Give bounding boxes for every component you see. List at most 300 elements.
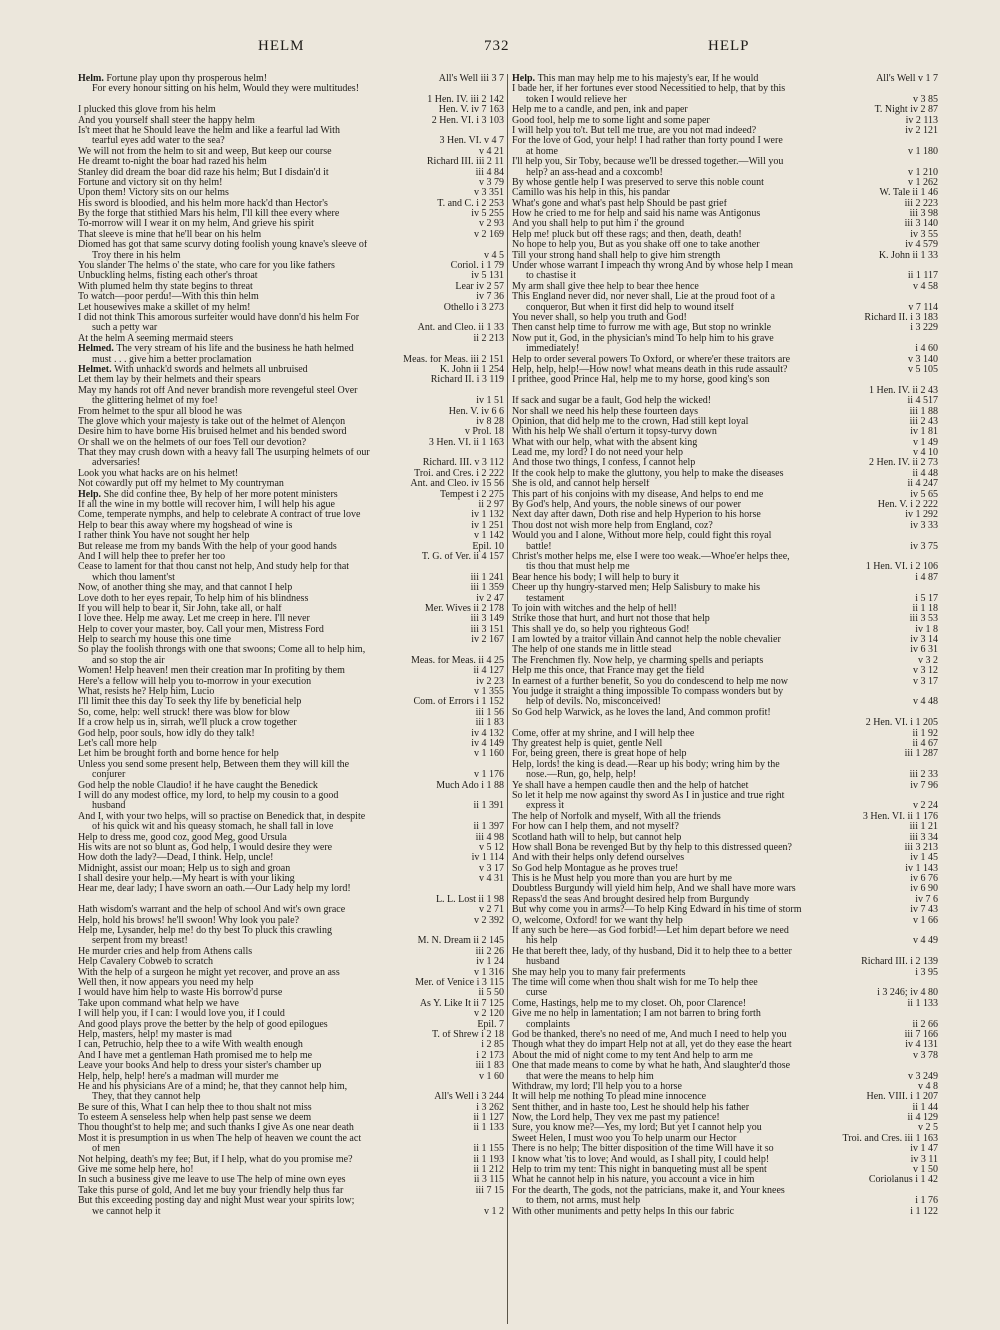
- quotation-text: Helm. Fortune play upon thy prosperous helm!: [78, 74, 268, 84]
- entry-line: [78, 1030, 504, 1040]
- citation-reference: iv 6 90: [907, 884, 938, 894]
- quotation-text: With his help We shall o'erturn it topsy-turvy down: [512, 427, 717, 438]
- entry-line: [78, 770, 504, 780]
- citation-reference: v 1 142: [471, 531, 504, 541]
- entry-line: [78, 1165, 504, 1175]
- citation-reference: ii 4 129: [904, 1113, 938, 1123]
- entry-line: [512, 386, 938, 396]
- citation-reference: iv 7 36: [473, 292, 504, 302]
- quotation-text: Unless you send some present help, Between them they will kill the: [78, 759, 350, 770]
- quotation-text: Till your strong hand shall help to give him strength: [512, 250, 721, 261]
- citation-reference: iv 1 8: [912, 625, 938, 635]
- citation-reference: v Prol. 18: [462, 427, 504, 437]
- citation-reference: ii 1 117: [905, 271, 938, 281]
- quotation-text: To esteem A senseless help when help past sense we deem: [78, 1113, 312, 1124]
- citation-reference: T. Night iv 2 87: [872, 105, 938, 115]
- quotation-text: So, come, help: well struck! there was blow for blow: [78, 707, 290, 718]
- quotation-text: Helmet. With unhack'd swords and helmets all unbruised: [78, 364, 308, 375]
- quotation-text: tearful eyes add water to the sea?: [92, 136, 225, 147]
- entry-line: [78, 469, 504, 479]
- quotation-text: For the dearth, The gods, not the patricians, make it, and Your knees: [512, 1185, 785, 1196]
- citation-reference: iii 1 56: [473, 708, 504, 718]
- quotation-text: But this exceeding posting day and night Must wear your spirits low;: [78, 1196, 355, 1207]
- quotation-text: Next day after dawn, Doth rise and help Hyperion to his horse: [512, 510, 761, 521]
- quotation-text: conqueror, But when it first did help to wound itself: [526, 302, 734, 313]
- citation-reference: iv 4 132: [468, 729, 504, 739]
- quotation-text: husband: [526, 957, 560, 968]
- citation-reference: iv 7 43: [907, 905, 938, 915]
- citation-reference: iv 1 81: [907, 427, 938, 437]
- quotation-text: Opinion, that did help me to the crown, Had still kept loyal: [512, 416, 749, 427]
- quotation-text: Sweet Helen, I must woo you To help unarm our Hector: [512, 1133, 737, 1144]
- entry-line: [78, 635, 504, 645]
- entry-line: [512, 583, 938, 593]
- quotation-text: immediately!: [526, 344, 580, 355]
- quotation-text: Here's a fellow will help you to-morrow in your execution: [78, 676, 312, 687]
- quotation-text: They, that they cannot help: [92, 1092, 201, 1103]
- quotation-text: Hath wisdom's warrant and the help of school And wit's own grace: [78, 905, 346, 916]
- citation-reference: Mer. of Venice i 3 115: [412, 978, 504, 988]
- entry-line: [78, 116, 504, 126]
- citation-reference: 3 Hen. VI. ii 1 163: [426, 438, 504, 448]
- citation-reference: iv 6 31: [907, 645, 938, 655]
- quotation-text: Let's call more help: [78, 739, 157, 749]
- entry-line: [512, 136, 938, 146]
- quotation-text: testament: [526, 593, 565, 604]
- quotation-text: I know what 'tis to love; And would, as I shall pity, I could help!: [512, 1154, 770, 1165]
- quotation-text: help? an ass-head and a coxcomb!: [526, 167, 663, 178]
- entry-line: [78, 1092, 504, 1102]
- quotation-text: And I have met a gentleman Hath promised me to help me: [78, 1050, 313, 1061]
- quotation-text: No hope to help you, But as you shake off one to take another: [512, 240, 760, 251]
- citation-reference: T. of Shrew i 2 18: [429, 1030, 504, 1040]
- citation-reference: v 3 85: [910, 95, 938, 105]
- entry-line: [78, 531, 504, 541]
- citation-reference: Richard. III. v 3 112: [420, 458, 504, 468]
- entry-line: [78, 1123, 504, 1133]
- quotation-text: And those two things, I confess, I cannot help: [512, 458, 696, 469]
- entry-line: [78, 781, 504, 791]
- entry-line: [78, 697, 504, 707]
- entry-line: [512, 510, 938, 520]
- citation-reference: v 1 316: [471, 968, 504, 978]
- citation-reference: Tempest i 2 275: [437, 490, 504, 500]
- quotation-text: Be sure of this, What I can help thee to thou shalt not miss: [78, 1102, 312, 1113]
- quotation-text: To join with witches and the help of hell!: [512, 603, 677, 614]
- quotation-text: nose.—Run, go, help, help!: [526, 770, 637, 781]
- quotation-text: That sleeve is mine that he'll bear on his helm: [78, 229, 262, 240]
- entry-line: [78, 542, 504, 552]
- entry-line: [512, 230, 938, 240]
- quotation-text: Hear me, dear lady; I have sworn an oath.—Our Lady help my lord!: [78, 884, 351, 895]
- quotation-text: husband: [92, 801, 126, 812]
- entry-line: [512, 1123, 938, 1133]
- citation-reference: iv 1 143: [902, 864, 938, 874]
- quotation-text: I would have him help to waste His borrow'd purse: [78, 988, 283, 999]
- quotation-text: Now put it, God, in the physician's mind To help him to his grave: [512, 333, 774, 344]
- entry-line: [78, 1103, 504, 1113]
- citation-reference: iv 1 251: [468, 521, 504, 531]
- entry-line: [512, 126, 938, 136]
- quotation-text: She is old, and cannot help herself: [512, 479, 650, 490]
- quotation-text: Look you what hacks are on his helmet!: [78, 468, 239, 479]
- citation-reference: Richard III. iii 2 11: [424, 157, 504, 167]
- quotation-text: Diomed has got that same scurvy doting foolish young knave's sleeve of: [78, 240, 368, 251]
- citation-reference: iv 1 24: [473, 957, 504, 967]
- quotation-text: You judge it straight a thing impossible To compass wonders but by: [512, 687, 784, 698]
- citation-reference: v 1 176: [471, 770, 504, 780]
- citation-reference: Meas. for Meas. iii 2 151: [400, 355, 504, 365]
- entry-line: [512, 355, 938, 365]
- entry-line: [512, 853, 938, 863]
- citation-reference: i 1 76: [912, 1196, 938, 1206]
- entry-line: [78, 271, 504, 281]
- citation-reference: iii 2 223: [902, 199, 938, 209]
- citation-reference: iv 2 113: [903, 116, 938, 126]
- quotation-text: Help Cavalery Cobweb to scratch: [78, 957, 213, 968]
- quotation-text: Help to dress me, good coz, good Meg, good Ursula: [78, 832, 287, 843]
- citation-reference: 1 Hen. IV. ii 2 43: [866, 386, 938, 396]
- quotation-text: complaints: [526, 1019, 570, 1030]
- citation-reference: ii 4 127: [470, 666, 504, 676]
- entry-line: [78, 375, 504, 385]
- entry-line: [512, 729, 938, 739]
- quotation-text: O, welcome, Oxford! for we want thy help: [512, 915, 683, 926]
- entry-line: [512, 313, 938, 323]
- quotation-text: I will do any modest office, my lord, to help my cousin to a good: [78, 790, 339, 801]
- entry-line: [512, 375, 938, 385]
- quotation-text: So play the foolish throngs with one that swoons; Come all to help him,: [78, 645, 366, 656]
- quotation-text: Though what they do impart Help not at all, yet do they ease the heart: [512, 1040, 792, 1051]
- citation-reference: v 3 2: [915, 656, 938, 666]
- citation-reference: iv 2 23: [473, 677, 504, 687]
- entry-line: [78, 645, 504, 655]
- quotation-text: You slander The helms o' the state, who care for you like fathers: [78, 261, 335, 272]
- right-guide-word: HELP: [708, 38, 750, 54]
- quotation-text: This England never did, nor never shall, Lie at the proud foot of a: [512, 292, 775, 303]
- citation-reference: v 2 93: [476, 219, 504, 229]
- quotation-text: Love doth to her eyes repair, To help him of his blindness: [78, 593, 309, 604]
- quotation-text: If the cook help to make the gluttony, you help to make the diseases: [512, 468, 784, 479]
- entry-line: [78, 978, 504, 988]
- quotation-text: Help me, Lysander, help me! do thy best To pluck this crawling: [78, 926, 332, 937]
- citation-reference: v 5 105: [905, 365, 938, 375]
- quotation-text: I will help you, if I can: I would love you, if I could: [78, 1009, 285, 1020]
- quotation-text: at home: [526, 146, 558, 157]
- quotation-text: There is no help; The bitter disposition of the time Will have it so: [512, 1144, 774, 1155]
- entry-line: [512, 874, 938, 884]
- entry-line: [512, 147, 938, 157]
- citation-reference: Hen. V. iv 7 163: [436, 105, 504, 115]
- quotation-text: How doth the lady?—Dead, I think. Help, uncle!: [78, 853, 274, 864]
- citation-reference: iv 3 75: [907, 542, 938, 552]
- entry-line: [512, 1009, 938, 1019]
- quotation-text: How shall Bona be revenged But by thy help to this distressed queen?: [512, 842, 792, 853]
- citation-reference: L. L. Lost ii 1 98: [433, 895, 504, 905]
- quotation-text: She may help you to many fair preferments: [512, 967, 686, 978]
- citation-reference: ii 2 97: [475, 500, 504, 510]
- entry-line: [78, 999, 504, 1009]
- entry-line: [512, 573, 938, 583]
- quotation-text: My arm shall give thee help to bear thee hence: [512, 281, 699, 292]
- citation-reference: ii 4 247: [904, 479, 938, 489]
- citation-reference: v 1 50: [910, 1165, 938, 1175]
- entry-line: [78, 500, 504, 510]
- citation-reference: iii 4 84: [473, 168, 504, 178]
- entry-line: [512, 562, 938, 572]
- entry-line: [78, 417, 504, 427]
- quotation-text: With the help of a surgeon he might yet recover, and prove an ass: [78, 967, 340, 978]
- entry-line: [78, 334, 504, 344]
- entry-line: [512, 645, 938, 655]
- entry-line: [512, 812, 938, 822]
- quotation-text: Help. She did confine thee, By help of her more potent ministers: [78, 489, 338, 500]
- citation-reference: Ant. and Cleo. ii 1 33: [415, 323, 504, 333]
- quotation-text: Bear hence his body; I will help to bury it: [512, 572, 679, 583]
- quotation-text: we cannot help it: [92, 1206, 161, 1217]
- entry-line: [512, 1072, 938, 1082]
- entry-line: [78, 843, 504, 853]
- quotation-text: At the helm A seeming mermaid steers: [78, 333, 233, 344]
- entry-line: [512, 1165, 938, 1175]
- entry-line: [78, 240, 504, 250]
- entry-line: [512, 708, 938, 718]
- citation-reference: ii 1 92: [909, 729, 938, 739]
- entry-line: [78, 594, 504, 604]
- citation-reference: v 1 210: [905, 168, 938, 178]
- entry-line: [78, 1144, 504, 1154]
- entry-line: [512, 594, 938, 604]
- quotation-text: I did not think This amorous surfeiter would have donn'd his helm For: [78, 312, 360, 323]
- entry-line: [512, 947, 938, 957]
- quotation-text: For the love of God, your help! I had rather than forty pound I were: [512, 136, 783, 147]
- citation-reference: iv 3 11: [908, 1155, 938, 1165]
- entry-line: [78, 490, 504, 500]
- citation-reference: iv 4 149: [468, 739, 504, 749]
- quotation-text: For, being green, there is great hope of help: [512, 749, 687, 760]
- quotation-text: Unbuckling helms, fisting each other's throat: [78, 271, 258, 282]
- quotation-text: I will help you to't. But tell me true, are you not mad indeed?: [512, 125, 757, 136]
- citation-reference: Richard II. i 3 119: [428, 375, 504, 385]
- citation-reference: iv 1 114: [469, 853, 504, 863]
- entry-line: [78, 1082, 504, 1092]
- citation-reference: iii 7 166: [902, 1030, 938, 1040]
- entry-line: [78, 251, 504, 261]
- entry-line: [78, 386, 504, 396]
- entry-line: [78, 583, 504, 593]
- entry-line: [512, 697, 938, 707]
- entry-line: [512, 105, 938, 115]
- quotation-text: I'll limit thee this day To seek thy life by beneficial help: [78, 697, 302, 708]
- entry-line: [512, 365, 938, 375]
- citation-reference: iii 1 88: [907, 407, 938, 417]
- citation-reference: Richard II. i 3 183: [861, 313, 938, 323]
- quotation-text: Now, the Lord help, They vex me past my patience!: [512, 1113, 720, 1124]
- citation-reference: iv 1 51: [473, 396, 504, 406]
- citation-reference: v 4 8: [915, 1082, 938, 1092]
- quotation-text: Or shall we on the helmets of our foes Tell our devotion?: [78, 437, 307, 448]
- quotation-text: I plucked this glove from his helm: [78, 105, 216, 116]
- citation-reference: v 3 17: [910, 677, 938, 687]
- quotation-text: adversaries!: [92, 458, 141, 469]
- citation-reference: iii 1 241: [468, 573, 504, 583]
- citation-reference: Othello i 3 273: [441, 303, 504, 313]
- entry-line: [78, 729, 504, 739]
- page-number: 732: [484, 38, 510, 54]
- citation-reference: iv 5 65: [907, 490, 938, 500]
- quotation-text: which thou lament'st: [92, 572, 175, 583]
- citation-reference: iv 4 579: [902, 240, 938, 250]
- citation-reference: v 4 21: [476, 147, 504, 157]
- quotation-text: Help, hold his brows! he'll swoon! Why look you pale?: [78, 915, 300, 926]
- entry-line: [78, 739, 504, 749]
- entry-line: [78, 916, 504, 926]
- quotation-text: How he cried to me for help and said his name was Antigonus: [512, 209, 761, 220]
- quotation-text: So God help Montague as he proves true!: [512, 863, 679, 874]
- quotation-text: But release me from my bands With the help of your good hands: [78, 541, 337, 552]
- entry-line: [512, 1092, 938, 1102]
- citation-reference: v 2 120: [471, 1009, 504, 1019]
- entry-line: [78, 1175, 504, 1185]
- citation-reference: v 1 66: [910, 916, 938, 926]
- entry-line: [512, 199, 938, 209]
- citation-reference: iii 2 43: [907, 417, 938, 427]
- entry-line: [512, 407, 938, 417]
- quotation-text: This shall ye do, so help you righteous God!: [512, 624, 690, 635]
- citation-reference: v 2 169: [471, 230, 504, 240]
- citation-reference: i 3 95: [912, 968, 938, 978]
- quotation-text: With other muniments and petty helps In this our fabric: [512, 1206, 735, 1217]
- entry-line: [512, 895, 938, 905]
- citation-reference: v 7 114: [905, 303, 938, 313]
- quotation-text: We will not from the helm to sit and weep, But keep our course: [78, 146, 332, 157]
- quotation-text: Help, masters, help! my master is mad: [78, 1029, 232, 1040]
- citation-reference: Meas. for Meas. ii 4 25: [408, 656, 504, 666]
- citation-reference: v 4 58: [910, 282, 938, 292]
- entry-line: [78, 1155, 504, 1165]
- citation-reference: M. N. Dream ii 2 145: [415, 936, 504, 946]
- quotation-text: And good plays prove the better by the help of good epilogues: [78, 1019, 328, 1030]
- entry-line: [512, 988, 938, 998]
- citation-reference: All's Well v 1 7: [873, 74, 938, 84]
- quotation-text: Fortune and victory sit on thy helm!: [78, 177, 223, 188]
- quotation-text: and so stop the air: [92, 655, 165, 666]
- entry-line: [512, 677, 938, 687]
- quotation-text: And you yourself shall steer the happy helm: [78, 115, 255, 126]
- entry-line: [512, 957, 938, 967]
- quotation-text: Help to order several powers To Oxford, or where'er these traitors are: [512, 354, 791, 365]
- citation-reference: ii 3 115: [471, 1175, 504, 1185]
- citation-reference: i 3 262: [473, 1103, 504, 1113]
- entry-line: [78, 126, 504, 136]
- quotation-text: He murder cries and help from Athens calls: [78, 946, 253, 957]
- quotation-text: By whose gentle help I was preserved to serve this noble count: [512, 177, 764, 188]
- entry-line: [512, 760, 938, 770]
- quotation-text: For how can I help them, and not myself?: [512, 822, 679, 833]
- entry-line: [78, 105, 504, 115]
- entry-line: [512, 1144, 938, 1154]
- quotation-text: And I will help thee to prefer her too: [78, 551, 226, 562]
- citation-reference: v 3 17: [476, 864, 504, 874]
- entry-line: [78, 95, 504, 105]
- quotation-text: God be thanked, there's no need of me, And much I need to help you: [512, 1029, 787, 1040]
- quotation-text: God help the noble Claudio! if he have caught the Benedick: [78, 780, 318, 791]
- citation-reference: ii 2 66: [909, 1020, 938, 1030]
- entry-line: [78, 604, 504, 614]
- entry-line: [512, 604, 938, 614]
- quotation-text: Let housewives make a skillet of my helm!: [78, 302, 251, 313]
- quotation-text: The help of one stands me in little stead: [512, 645, 672, 656]
- entry-line: [512, 791, 938, 801]
- entry-line: [78, 833, 504, 843]
- quotation-text: Would you and I alone, Without more help, could fight this royal: [512, 531, 772, 542]
- quotation-text: such a petty war: [92, 323, 158, 334]
- entry-line: [78, 355, 504, 365]
- entry-line: [512, 251, 938, 261]
- quotation-text: Good fool, help me to some light and some paper: [512, 115, 710, 126]
- citation-reference: i 4 87: [912, 573, 938, 583]
- citation-reference: iii 1 83: [473, 718, 504, 728]
- entry-line: [78, 230, 504, 240]
- entry-line: [78, 365, 504, 375]
- entry-line: [78, 510, 504, 520]
- entry-line: [512, 1030, 938, 1040]
- quotation-text: Camillo was his help in this, his pandar: [512, 188, 670, 199]
- entry-line: [78, 708, 504, 718]
- quotation-text: Withdraw, my lord; I'll help you to a horse: [512, 1081, 682, 1092]
- citation-reference: Hen. V. iv 6 6: [446, 407, 504, 417]
- entry-line: [512, 1207, 938, 1217]
- quotation-text: Troy there in his helm: [92, 250, 181, 261]
- entry-line: [512, 687, 938, 697]
- entry-line: [512, 116, 938, 126]
- quotation-text: And with their helps only defend ourselves: [512, 853, 685, 864]
- entry-line: [512, 344, 938, 354]
- quotation-text: Most it is presumption in us when The help of heaven we count the act: [78, 1133, 362, 1144]
- entry-line: [78, 136, 504, 146]
- quotation-text: Well then, it now appears you need my help: [78, 977, 254, 988]
- entry-line: [78, 479, 504, 489]
- quotation-text: Lead me, my lord? I do not need your help: [512, 448, 684, 459]
- citation-reference: K. John ii 1 254: [437, 365, 504, 375]
- citation-reference: Coriolanus i 1 42: [866, 1175, 938, 1185]
- citation-reference: Lear iv 2 57: [452, 282, 504, 292]
- citation-reference: Epil. 10: [469, 542, 504, 552]
- entry-line: [78, 448, 504, 458]
- entry-line: [512, 1113, 938, 1123]
- entry-line: [78, 1040, 504, 1050]
- entry-line: [512, 74, 938, 84]
- quotation-text: What he cannot help in his nature, you account a vice in him: [512, 1175, 755, 1186]
- quotation-text: the glittering helmet of my foe!: [92, 396, 218, 407]
- citation-reference: iii 3 213: [902, 843, 938, 853]
- entry-line: [78, 822, 504, 832]
- entry-line: [512, 438, 938, 448]
- entry-line: [512, 458, 938, 468]
- citation-reference: v 2 24: [910, 801, 938, 811]
- citation-reference: v 5 12: [476, 843, 504, 853]
- citation-reference: T. and C. i 2 253: [434, 199, 504, 209]
- entry-line: [78, 1072, 504, 1082]
- quotation-text: So let it help me now against thy sword As I in justice and true right: [512, 790, 785, 801]
- entry-line: [512, 625, 938, 635]
- entry-line: [512, 542, 938, 552]
- entry-line: [512, 1155, 938, 1165]
- quotation-text: His wits are not so blunt as, God help, I would desire they were: [78, 842, 333, 853]
- entry-line: [512, 157, 938, 167]
- citation-reference: v 1 180: [905, 147, 938, 157]
- entry-line: [512, 95, 938, 105]
